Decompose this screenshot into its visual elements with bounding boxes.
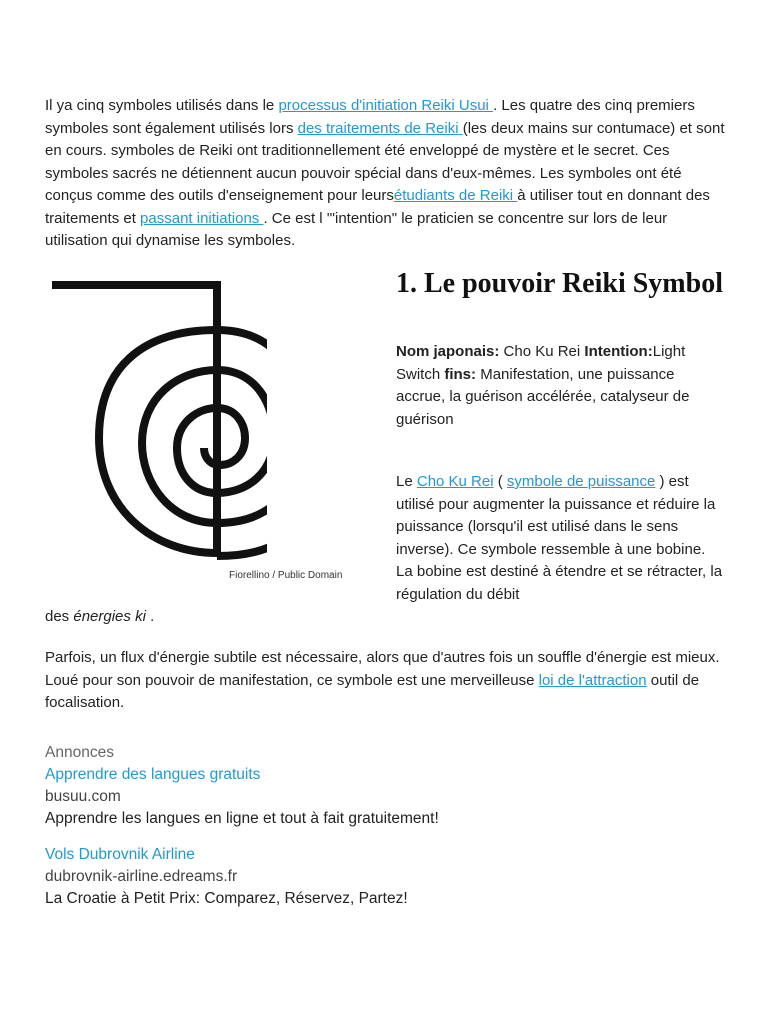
ad-item xyxy=(45,844,725,910)
ad-text: La Croatie à Petit Prix: Comparez, Réservez, Partez! xyxy=(45,890,408,907)
energies-prefix: des xyxy=(45,608,74,625)
ad-text: Apprendre les langues en ligne et tout à fait gratuitement! xyxy=(45,810,439,827)
desc-text: ( xyxy=(493,473,507,490)
energies-suffix: . xyxy=(145,608,155,625)
desc-text: ) est utilisé pour augmenter la puissance et réduire la puissance (lorsqu'il est utilisé dans le sens inverse). Ce symbole ressemble à une bobine. La bobine est destiné à étendre et se rétracter, la régulation du débit xyxy=(396,473,723,603)
ad-title-link[interactable]: Vols Dubrovnik Airline xyxy=(45,846,195,863)
link-power-symbol[interactable]: symbole de puissance xyxy=(506,473,656,490)
intro-text: . Ce est l '"intention" le praticien se concentre sur lors de leur utilisation qui dynamise les symboles. xyxy=(45,209,668,249)
link-reiki-students[interactable]: étudiants de Reiki xyxy=(393,187,518,204)
link-initiation-process[interactable]: processus d'initiation Reiki Usui xyxy=(278,97,494,114)
link-cho-ku-rei[interactable]: Cho Ku Rei xyxy=(416,473,494,490)
intro-paragraph xyxy=(45,95,725,253)
japanese-name-value: Cho Ku Rei xyxy=(499,343,585,360)
ads-section xyxy=(45,742,725,924)
purpose-value: Manifestation, une puissance accrue, la guérison accélérée, catalyseur de guérison xyxy=(396,365,690,428)
cho-ku-rei-symbol-image xyxy=(52,278,267,560)
ad-item xyxy=(45,764,725,830)
intention-value: Light Switch xyxy=(396,343,686,383)
intro-text: Il ya cinq symboles utilisés dans le xyxy=(45,97,279,114)
ad-domain: busuu.com xyxy=(45,788,121,805)
japanese-name-label: Nom japonais: xyxy=(396,343,500,360)
ad-title-link[interactable]: Apprendre des langues gratuits xyxy=(45,766,261,783)
intro-text: à utiliser tout en donnant des traitements et xyxy=(45,187,710,227)
energies-line xyxy=(45,606,725,629)
ads-label: Annonces xyxy=(45,744,114,761)
section-heading: 1. Le pouvoir Reiki Symbol xyxy=(396,268,723,299)
intro-text: . Les quatre des cinq premiers symboles sont également utilisés lors xyxy=(45,97,695,137)
link-reiki-treatments[interactable]: des traitements de Reiki xyxy=(297,119,463,137)
desc-text: Le xyxy=(396,473,417,490)
link-initiations[interactable]: passant initiations xyxy=(140,209,264,227)
intention-label: Intention: xyxy=(584,343,653,360)
focus-text: outil de focalisation. xyxy=(45,671,700,711)
focus-text: Parfois, un flux d'énergie subtile est nécessaire, alors que d'autres fois un souffle d'énergie est mieux. Loué pour son pouvoir de manifestation, ce symbole est une merveilleuse xyxy=(45,649,720,689)
image-caption: Fiorellino / Public Domain xyxy=(229,570,343,581)
energies-italic: énergies ki xyxy=(73,608,146,625)
focus-paragraph xyxy=(45,647,725,715)
ad-domain: dubrovnik-airline.edreams.fr xyxy=(45,868,238,885)
intro-text: (les deux mains sur contumace) et sont en cours. symboles de Reiki ont traditionnellement été enveloppé de mystère et le secret. Ces symboles sacrés ne détiennent aucun pouvoir spécial dans d'eux-mêmes. Les symboles ont été conçus comme des outils d'enseignement pour leurs xyxy=(45,119,725,204)
symbol-description xyxy=(396,471,726,606)
symbol-meta xyxy=(396,341,726,431)
link-law-of-attraction[interactable]: loi de l'attraction xyxy=(538,671,647,689)
purpose-label: fins: xyxy=(444,365,477,383)
